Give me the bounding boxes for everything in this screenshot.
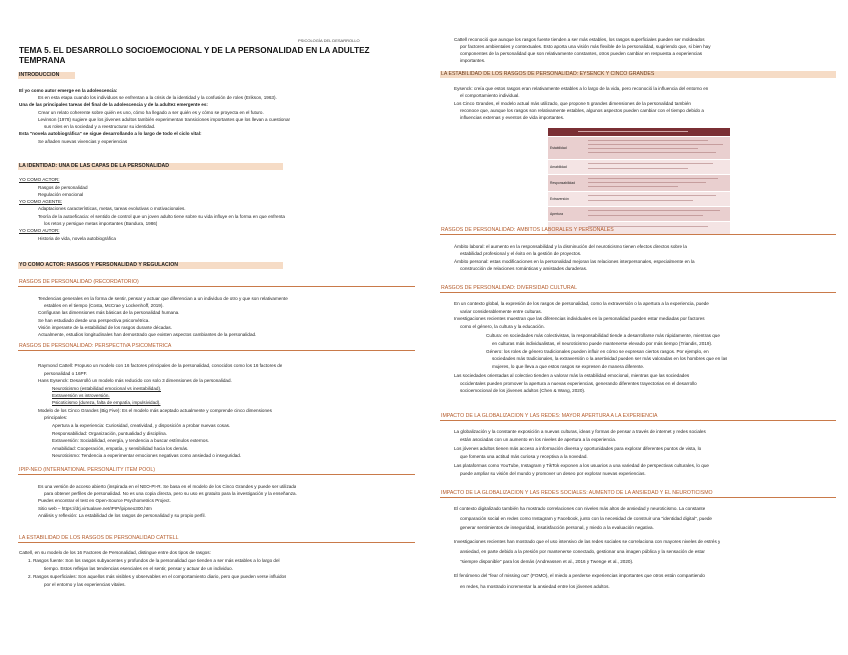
list-item: el comportamiento individual. [460,93,520,98]
table-row: Amabilidad [548,160,730,175]
list-item: Es en esta etapa cuando los individuos se enfrentan a la crisis de la identidad y la confusión de roles (Erikson, 1963). [38,95,277,100]
list-item: puede ampliar su visión del mundo y promover un deseo por explorar nuevas experiencias. [460,471,646,476]
list-item: 2. Rasgos superficiales: Son aquellos más visibles y observables en el comportamiento diario, pero que pueden verse influidos [28,574,287,579]
intro-heading: INTRODUCCIÓN [18,72,75,79]
list-item: por el entorno y las experiencias vitales. [44,582,126,587]
diversidad-heading: RASGOS DE PERSONALIDAD: DIVERSIDAD CULTURAL [440,285,836,293]
list-item: como el género, la cultura y la educación. [460,324,545,329]
list-item: Cultura: en sociedades más colectivistas, la responsabilidad tiende a desarrollarse más rápidamente, mientras que [486,333,720,338]
cattell-heading: LA ESTABILIDAD DE LOS RASGOS DE PERSONALIDAD CATTELL [18,535,415,543]
list-item: generar sentimientos de inseguridad, insatisfacción personal, y miedo a la evaluación negativa. [460,525,654,530]
list-item: Visión imperante de la estabilidad de los rasgos durante décadas. [38,325,172,330]
table-row: Apertura [548,207,730,222]
table-header-row [548,128,730,137]
cattell-intro: Cattell, en su modelo de los 16 Factores de Personalidad, distingue entre dos tipos de rasgos: [19,550,211,555]
list-item: Psicoticismo (dureza, falta de empatía, impulsividad). [52,400,161,405]
list-item: Las sociedades orientadas al colectivo tienden a valorar más la estabilidad emocional, mientras que las sociedades [454,373,690,378]
list-item: variar considerablemente entre culturas. [460,309,542,314]
list-item: Sitio web – https://drj.virtualave.net/IPIP/ipipneo300.htm [38,506,152,511]
actor-label: YO COMO ACTOR: [19,177,60,182]
list-item: componentes de la personalidad que son relativamente constantes, otros pueden cambiar en respuesta a experiencias [460,51,703,56]
list-item: Puedes encontrar el test en Open-Source Psychometrics Project. [38,498,171,503]
list-item: Actualmente, estudios longitudinales han demostrado que existen aspectos cambiantes de la personalidad. [38,332,257,337]
list-item: El fenómeno del "fear of missing out" (FOMO), el miedo a perderse experiencias importantes que otros están compartiendo [454,573,705,578]
list-item: Hans Eysenck: Desarrolló un modelo más reducido con solo 3 dimensiones de la personalidad. [38,378,232,383]
list-item: Una de las principales tareas del final de la adolescencia y de la adultez emergente es: [19,102,208,107]
list-item: en culturas más individualistas, el neuroticismo puede mantenerse elevado por más tiempo (Triandis, 2019). [492,341,713,346]
list-item: estables en el tiempo (Costa, McCrae y Lockenhoff, 2019). [44,303,164,308]
list-item: Eysenck: creía que estos rasgos eran relativamente estables a lo largo de la vida, pero reconoció la influencia del entorno en [454,86,709,91]
list-item: que fomenta una actitud más curiosa y receptiva a la novedad. [460,454,588,459]
list-item: importantes. [460,58,486,63]
list-item: 1. Rasgos fuente: Son los rasgos subyacentes y profundos de la personalidad que tienden a ser más estables a lo largo del [28,558,280,563]
table-row: Responsabilidad [548,175,730,192]
list-item: ansiedad, en parte debido a la presión por mantenerse conectado, gestionar una imagen pública y la sensación de estar [460,549,705,554]
list-item: Análisis y reflexión: La estabilidad de los rasgos de personalidad y su propio perfil. [38,513,206,518]
yo-autor-heading: El yo como autor emerge en la adolescencia: [19,88,118,93]
list-item: los retos y persigue metas importantes (Bandura, 1986) [44,221,158,226]
list-item: Los Cinco Grandes, el modelo actual más utilizado, que propone 5 grandes dimensiones de la personalidad también [454,101,691,106]
list-item: Responsabilidad: Organización, puntualidad y disciplina. [52,431,167,436]
list-item: comparación social en redes como Instagram y Facebook, junto con la necesidad de construir una "identidad digital", puede [460,516,712,521]
list-item: La globalización y la constante exposición a nuevas culturas, ideas y formas de pensar a través de internet y redes sociales [454,429,706,434]
eysenck-heading: LA ESTABILIDAD DE LOS RASGOS DE PERSONALIDAD: EYSENCK Y CINCO GRANDES [440,71,836,78]
list-item: estabilidad profesional y el éxito en la gestión de proyectos. [460,251,582,256]
title-line-2: TEMPRANA [19,56,66,65]
page-title [19,46,409,66]
big-five-table [548,128,730,235]
list-item: Género: los roles de género tradicionales pueden influir en cómo se expresan ciertos rasgos. Por ejemplo, en [486,349,709,354]
list-item: Las plataformas como YouTube, Instagram y TikTok exponen a los usuarios a una variedad de perspectivas culturales, lo que [454,463,709,468]
list-item: Los jóvenes adultos tienen más acceso a información diversa y oportunidades para explorar diferentes puntos de vista, lo [454,446,702,451]
list-item: influencias externas y eventos de vida importantes. [460,115,565,120]
list-item: Esta "novela autobiográfica" se sigue desarrollando a lo largo de todo el ciclo vital: [19,131,202,136]
list-item: están asociadas con un aumento en los niveles de apertura a la experiencia. [460,437,617,442]
list-item: Es una versión de acceso abierto (inspirada en el NEO-PI-R. Se basa en el modelo de los Cinco Grandes y puede ser utilizada [38,484,297,489]
list-item: Se añaden nuevas vivencias y experiencias [38,139,128,144]
capas-heading: LA IDENTIDAD: UNA DE LAS CAPAS DE LA PERSONALIDAD [18,163,283,170]
list-item: Configuran las dimensiones más básicas de la personalidad humana. [38,310,180,315]
list-item: Raymond Cattell: Propuso un modelo con 16 factores principales de la personalidad, conocidos como los 16 factores de [38,363,283,368]
page-header: PSICOLOGÍA DEL DESARROLLO [298,38,360,43]
list-item: Rasgos de personalidad [38,185,88,190]
list-item: Modelo de los Cinco Grandes (Big Five): Es el modelo más aceptado actualmente y comprende cinco dimensiones [38,408,272,413]
ipip-heading: IPIP-NEO (INTERNATIONAL PERSONALITY ITEM POOL) [18,467,415,475]
list-item: para obtener perfiles de personalidad. No es una copia directa, pero su uso es gratuito para la investigación y la enseñanza. [44,491,297,496]
globalizacion-heading: IMPACTO DE LA GLOBALIZACIÓN Y LAS REDES: MAYOR APERTURA A LA EXPERIENCIA [440,413,836,421]
list-item: Adaptaciones características, metas, tareas evolutivas o motivacionales. [38,206,186,211]
list-item: sus roles en la sociedad y a reestructurar su identidad. [44,124,156,129]
list-item: tiempo. Estos reflejan las tendencias esenciales en el sentir, pensar y actuar de un individuo. [44,566,233,571]
list-item: Levinson (1978) sugiere que los jóvenes adultos también experimentan transiciones importantes que los llevan a cuestionar [38,117,291,122]
list-item: Regulación emocional [38,192,84,197]
list-item: El contexto digitalizado también ha mostrado correlaciones con niveles más altos de ansiedad y neuroticismo. La constante [454,506,706,511]
list-item: Neuroticismo (estabilidad emocional vs inestabilidad). [52,386,162,391]
agente-label: YO COMO AGENTE: [19,199,63,204]
list-item: Ámbito personal: estas modificaciones en la personalidad mejoran las relaciones interpersonales, especialmente en la [454,259,695,264]
list-item: Se han estudiado desde una perspectiva psicométrica. [38,318,150,323]
list-item: Historia de vida, novela autobiográfica [38,236,116,241]
list-item: En un contexto global, la expresión de los rasgos de personalidad, como la extraversión o la apertura a la experiencia, puede [454,301,709,306]
autor-label: YO COMO AUTOR: [19,228,60,233]
list-item: Cattell reconoció que aunque los rasgos fuente tienden a ser más estables, los rasgos superficiales pueden ser moldeados [454,37,705,42]
list-item: sociedades más tradicionales, la extraversión o la asertividad pueden ser más valoradas en los hombres que en las [492,356,728,361]
psicometrica-heading: RASGOS DE PERSONALIDAD: PERSPECTIVA PSICOMÉTRICA [18,343,415,351]
list-item: Extraversión vs introversión. [52,393,110,398]
list-item: Tendencias generales en la forma de sentir, pensar y actuar que diferencian a un individuo de otro y que son relativamente [38,296,288,301]
list-item: en redes, ha mostrado incrementar la ansiedad entre los jóvenes adultos. [460,584,610,589]
ansiedad-heading: IMPACTO DE LA GLOBALIZACIÓN Y LAS REDES SOCIALES: AUMENTO DE LA ANSIEDAD Y EL NEUROTICISMO [440,490,836,498]
list-item: occidentales pueden promover la apertura a nuevas experiencias, generando diferentes trayectorias en el desarrollo [460,381,697,386]
list-item: construcción de relaciones románticas y amistades duraderas. [460,266,588,271]
list-item: Ámbito laboral: el aumento en la responsabilidad y la disminución del neuroticismo tienen efectos directos sobre la [454,244,687,249]
list-item: Investigaciones recientes muestran que las diferencias individuales en la personalidad pueden estar mediadas por factores [454,316,705,321]
rasgos-heading: YO COMO ACTOR: RASGOS Y PERSONALIDAD Y REGULACIÓN [18,262,283,269]
list-item: por factores ambientales y contextuales. Esto aporta una visión más flexible de la personalidad, sugiriendo que, si bien hay [460,44,711,49]
list-item: Apertura a la experiencia: Curiosidad, creatividad, y disposición a probar nuevas cosas. [52,423,231,428]
list-item: Extraversión: Sociabilidad, energía, y tendencia a buscar estímulos externos. [52,438,210,443]
recordatorio-heading: RASGOS DE PERSONALIDAD (RECORDATORIO) [18,279,415,287]
list-item: mujeres, lo que lleva a que estos rasgos se expresen de manera diferente. [492,364,645,369]
list-item: principales: [44,415,68,420]
title-line-1: TEMA 5. EL DESARROLLO SOCIOEMOCIONAL Y DE LA PERSONALIDAD EN LA ADULTEZ [19,46,370,55]
list-item: Crear un relato coherente sobre quién es uno, cómo ha llegado a ser quién es y cómo se proyecta en el futuro. [38,110,264,115]
table-row: Extraversión [548,192,730,207]
list-item: Neuroticismo: Tendencia a experimentar emociones negativas como ansiedad o inseguridad. [52,453,242,458]
list-item: personalidad o 16PF. [44,371,88,376]
list-item: Investigaciones recientes han mostrado que el uso intensivo de las redes sociales se correlaciona con mayores niveles de estrés y [454,539,721,544]
list-item: socioemocional de los jóvenes adultos (Chen & Wang, 2020). [460,388,586,393]
laborales-heading: RASGOS DE PERSONALIDAD: ÁMBITOS LABORALES Y PERSONALES [440,227,836,235]
table-row: Estabilidad [548,137,730,160]
list-item: reconoce que, aunque los rasgos son relativamente estables, algunos aspectos pueden cambiar con el tiempo debido a [460,108,704,113]
list-item: Amabilidad: Cooperación, empatía, y sensibilidad hacia los demás. [52,446,189,451]
list-item: Teoría de la autoeficacia: el sentido de control que un joven adulto tiene sobre su vida influye en la forma en que enfrenta [38,214,285,219]
list-item: "siempre disponible" para los demás (Andreassen et al., 2016 y Twenge et al., 2020). [460,559,634,564]
